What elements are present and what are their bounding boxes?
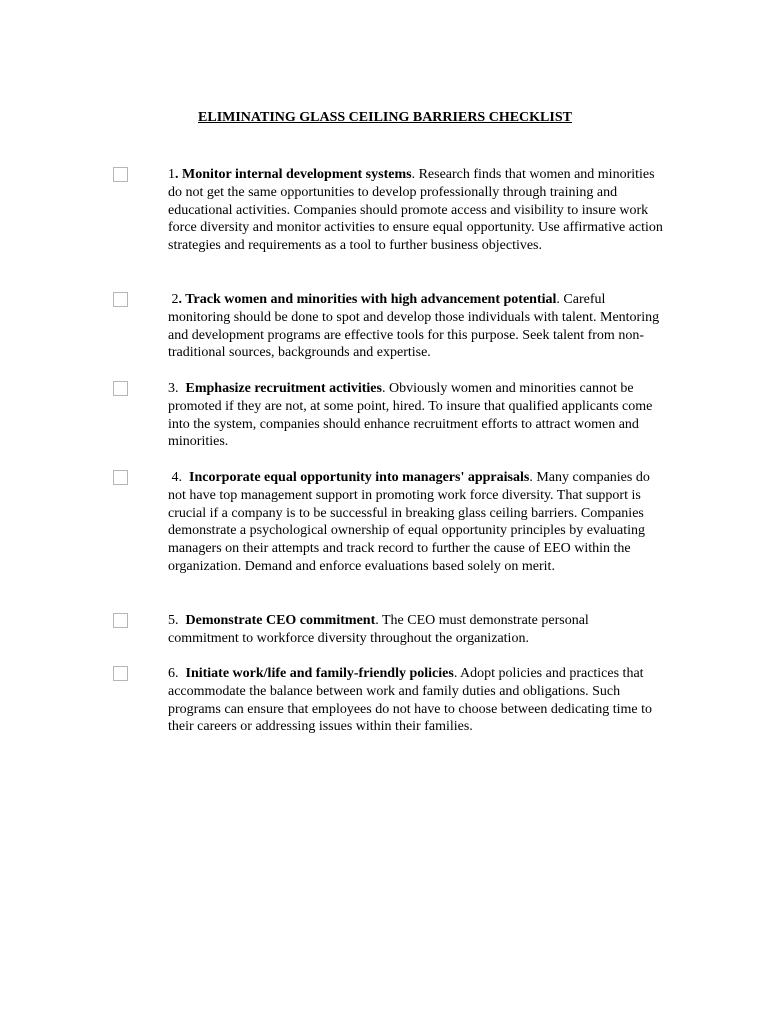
item-text-3: [168, 380, 663, 451]
item-body: . Obviously women and minorities cannot be promoted if they are not, at some point, hired. To insure that qualified applicants come into the system, companies should enhance recruitment efforts to attract women and minorities.: [168, 381, 653, 450]
item-body: . Adopt policies and practices that accommodate the balance between work and family duties and obligations. Such programs can ensure that employees do not have to choose between dedicating time to their careers or addressing issues within their families.: [168, 666, 653, 735]
item-heading: Monitor internal development systems: [182, 167, 412, 182]
item-text-1: [168, 166, 663, 255]
item-text-5: [168, 612, 663, 648]
item-number: 3.: [168, 381, 179, 396]
item-body: . Research finds that women and minorities do not get the same opportunities to develop professionally through training and educational activities. Companies should promote access and visibility to insure work force diversity and monitor activities to ensure equal opportunity. Use affirmative action strategies and requirements as a tool to further business objectives.: [168, 167, 663, 254]
item-separator: [179, 381, 186, 396]
item-separator: .: [178, 292, 186, 307]
checkbox-2[interactable]: [113, 292, 128, 307]
item-heading: Emphasize recruitment activities: [185, 381, 382, 396]
item-number: 1: [168, 167, 175, 182]
item-body: . Careful monitoring should be done to spot and develop those individuals with talent. Mentoring and development programs are effective tools for this purpose. Seek talent from non-traditional sources, backgrounds and expertise.: [168, 292, 660, 361]
item-separator: [179, 613, 186, 628]
item-heading: Initiate work/life and family-friendly policies: [185, 666, 454, 681]
item-number: 6.: [168, 666, 179, 681]
checkbox-6[interactable]: [113, 666, 128, 681]
checkbox-1[interactable]: [113, 167, 128, 182]
checkbox-3[interactable]: [113, 381, 128, 396]
item-separator: [179, 666, 186, 681]
item-heading: Track women and minorities with high advancement potential: [185, 292, 557, 307]
item-heading: Incorporate equal opportunity into managers' appraisals: [189, 470, 530, 485]
item-text-2: [168, 291, 663, 362]
item-number: 5.: [168, 613, 179, 628]
item-separator: .: [175, 167, 182, 182]
item-number: 4.: [168, 470, 182, 485]
item-number: 2: [168, 292, 179, 307]
page-title: ELIMINATING GLASS CEILING BARRIERS CHECKLIST: [198, 110, 572, 125]
item-body: . The CEO must demonstrate personal commitment to workforce diversity throughout the organization.: [168, 613, 589, 646]
item-text-6: [168, 665, 663, 736]
checkbox-4[interactable]: [113, 470, 128, 485]
item-heading: Demonstrate CEO commitment: [185, 613, 376, 628]
item-text-4: [168, 469, 663, 576]
item-body: . Many companies do not have top management support in promoting work force diversity. That support is crucial if a company is to be successful in breaking glass ceiling barriers. Companies demonstrate a psychological ownership of equal opportunity principles by evaluating managers on their attempts and track record to further the cause of EEO within the organization. Demand and enforce evaluations based solely on merit.: [168, 470, 650, 574]
checkbox-5[interactable]: [113, 613, 128, 628]
item-separator: [182, 470, 189, 485]
